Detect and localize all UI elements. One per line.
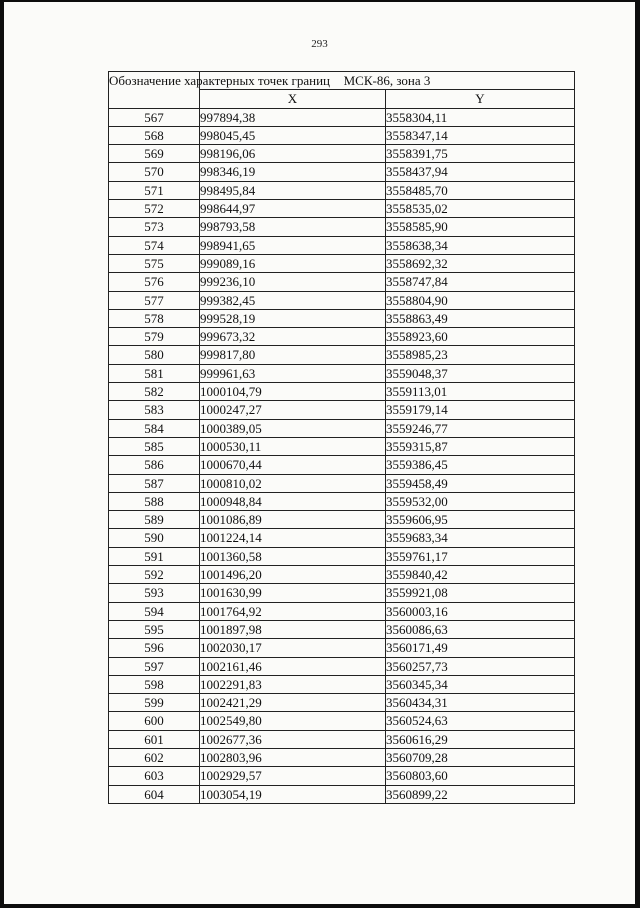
point-cell: 571 [109,181,200,199]
table-body [109,108,575,803]
x-coordinate-cell: 1000810,02 [200,474,386,492]
point-cell: 579 [109,328,200,346]
point-cell: 590 [109,529,200,547]
x-coordinate-cell: 1001630,99 [200,584,386,602]
x-coordinate-cell: 999236,10 [200,273,386,291]
x-coordinate-cell: 998495,84 [200,181,386,199]
x-coordinate-cell: 1002161,46 [200,657,386,675]
y-coordinate-cell: 3558747,84 [386,273,575,291]
x-coordinate-cell: 1001897,98 [200,620,386,638]
table-row [109,126,575,144]
point-cell: 569 [109,145,200,163]
y-coordinate-cell: 3559921,08 [386,584,575,602]
table-row [109,767,575,785]
table-row [109,163,575,181]
table-row [109,181,575,199]
x-coordinate-cell: 998045,45 [200,126,386,144]
y-coordinate-cell: 3559386,45 [386,456,575,474]
point-cell: 598 [109,675,200,693]
point-cell: 594 [109,602,200,620]
point-cell: 580 [109,346,200,364]
table-row [109,273,575,291]
table-row [109,748,575,766]
y-coordinate-cell: 3560803,60 [386,767,575,785]
y-coordinate-cell: 3558638,34 [386,236,575,254]
table-row [109,236,575,254]
x-coordinate-cell: 1000247,27 [200,401,386,419]
y-coordinate-cell: 3560171,49 [386,639,575,657]
x-coordinate-cell: 1001224,14 [200,529,386,547]
x-coordinate-cell: 1001496,20 [200,566,386,584]
point-cell: 602 [109,748,200,766]
table-row [109,364,575,382]
x-coordinate-cell: 1001764,92 [200,602,386,620]
y-coordinate-cell: 3558692,32 [386,254,575,272]
point-cell: 581 [109,364,200,382]
point-cell: 586 [109,456,200,474]
table-row [109,602,575,620]
y-coordinate-cell: 3558485,70 [386,181,575,199]
y-coordinate-cell: 3559840,42 [386,566,575,584]
y-coordinate-cell: 3559315,87 [386,437,575,455]
y-coordinate-cell: 3560616,29 [386,730,575,748]
point-cell: 593 [109,584,200,602]
x-coordinate-cell: 999089,16 [200,254,386,272]
table-row [109,328,575,346]
x-coordinate-cell: 1002929,57 [200,767,386,785]
x-coordinate-cell: 998346,19 [200,163,386,181]
y-coordinate-cell: 3559761,17 [386,547,575,565]
table-row [109,657,575,675]
y-coordinate-cell: 3559606,95 [386,511,575,529]
table-row [109,200,575,218]
document-page [4,2,635,904]
header-point-designation: Обозначение характерных точек границ [109,72,200,109]
x-coordinate-cell: 1001086,89 [200,511,386,529]
x-coordinate-cell: 999382,45 [200,291,386,309]
table-row [109,694,575,712]
point-cell: 584 [109,419,200,437]
table-row [109,218,575,236]
x-coordinate-cell: 1000670,44 [200,456,386,474]
table-row [109,547,575,565]
table-row [109,730,575,748]
x-coordinate-cell: 998196,06 [200,145,386,163]
y-coordinate-cell: 3558923,60 [386,328,575,346]
table-row [109,437,575,455]
table-row [109,383,575,401]
table-row [109,309,575,327]
y-coordinate-cell: 3559683,34 [386,529,575,547]
x-coordinate-cell: 1000530,11 [200,437,386,455]
point-cell: 572 [109,200,200,218]
point-cell: 568 [109,126,200,144]
coordinates-table [108,71,575,804]
point-cell: 577 [109,291,200,309]
page-number: 293 [311,38,328,50]
x-coordinate-cell: 1002549,80 [200,712,386,730]
x-coordinate-cell: 999817,80 [200,346,386,364]
y-coordinate-cell: 3560345,34 [386,675,575,693]
x-coordinate-cell: 1000389,05 [200,419,386,437]
table-row [109,108,575,126]
table-row [109,254,575,272]
point-cell: 604 [109,785,200,803]
y-coordinate-cell: 3559048,37 [386,364,575,382]
x-coordinate-cell: 1002803,96 [200,748,386,766]
table-row [109,456,575,474]
table-row [109,785,575,803]
point-cell: 578 [109,309,200,327]
y-coordinate-cell: 3558437,94 [386,163,575,181]
point-cell: 601 [109,730,200,748]
header-y: Y [386,90,575,108]
y-coordinate-cell: 3559246,77 [386,419,575,437]
point-cell: 596 [109,639,200,657]
point-cell: 588 [109,492,200,510]
point-cell: 597 [109,657,200,675]
y-coordinate-cell: 3558985,23 [386,346,575,364]
point-cell: 587 [109,474,200,492]
y-coordinate-cell: 3558585,90 [386,218,575,236]
y-coordinate-cell: 3560086,63 [386,620,575,638]
x-coordinate-cell: 998941,65 [200,236,386,254]
y-coordinate-cell: 3560257,73 [386,657,575,675]
point-cell: 585 [109,437,200,455]
y-coordinate-cell: 3558863,49 [386,309,575,327]
header-x: X [200,90,386,108]
point-cell: 575 [109,254,200,272]
table-row [109,584,575,602]
x-coordinate-cell: 998644,97 [200,200,386,218]
point-cell: 589 [109,511,200,529]
x-coordinate-cell: 1002677,36 [200,730,386,748]
point-cell: 573 [109,218,200,236]
table-row [109,566,575,584]
point-cell: 576 [109,273,200,291]
x-coordinate-cell: 997894,38 [200,108,386,126]
point-cell: 603 [109,767,200,785]
x-coordinate-cell: 999673,32 [200,328,386,346]
point-cell: 591 [109,547,200,565]
y-coordinate-cell: 3560434,31 [386,694,575,712]
point-cell: 600 [109,712,200,730]
table-row [109,474,575,492]
point-cell: 592 [109,566,200,584]
point-cell: 595 [109,620,200,638]
x-coordinate-cell: 1002030,17 [200,639,386,657]
y-coordinate-cell: 3558347,14 [386,126,575,144]
point-cell: 567 [109,108,200,126]
table-row [109,675,575,693]
y-coordinate-cell: 3558304,11 [386,108,575,126]
x-coordinate-cell: 999528,19 [200,309,386,327]
y-coordinate-cell: 3560003,16 [386,602,575,620]
y-coordinate-cell: 3558391,75 [386,145,575,163]
table-row [109,712,575,730]
table-row [109,291,575,309]
x-coordinate-cell: 999961,63 [200,364,386,382]
x-coordinate-cell: 1003054,19 [200,785,386,803]
y-coordinate-cell: 3560899,22 [386,785,575,803]
point-cell: 574 [109,236,200,254]
x-coordinate-cell: 998793,58 [200,218,386,236]
x-coordinate-cell: 1000104,79 [200,383,386,401]
header-coordinate-system: МСК-86, зона 3 [200,72,575,90]
y-coordinate-cell: 3558804,90 [386,291,575,309]
point-cell: 599 [109,694,200,712]
point-cell: 583 [109,401,200,419]
table-row [109,511,575,529]
x-coordinate-cell: 1001360,58 [200,547,386,565]
y-coordinate-cell: 3559113,01 [386,383,575,401]
y-coordinate-cell: 3560524,63 [386,712,575,730]
table-row [109,492,575,510]
table-row [109,419,575,437]
table-row [109,620,575,638]
table-row [109,346,575,364]
point-cell: 582 [109,383,200,401]
y-coordinate-cell: 3558535,02 [386,200,575,218]
table-row [109,145,575,163]
y-coordinate-cell: 3559179,14 [386,401,575,419]
table-row [109,529,575,547]
x-coordinate-cell: 1000948,84 [200,492,386,510]
y-coordinate-cell: 3559458,49 [386,474,575,492]
table-row [109,639,575,657]
x-coordinate-cell: 1002421,29 [200,694,386,712]
y-coordinate-cell: 3560709,28 [386,748,575,766]
y-coordinate-cell: 3559532,00 [386,492,575,510]
point-cell: 570 [109,163,200,181]
x-coordinate-cell: 1002291,83 [200,675,386,693]
table-row [109,401,575,419]
